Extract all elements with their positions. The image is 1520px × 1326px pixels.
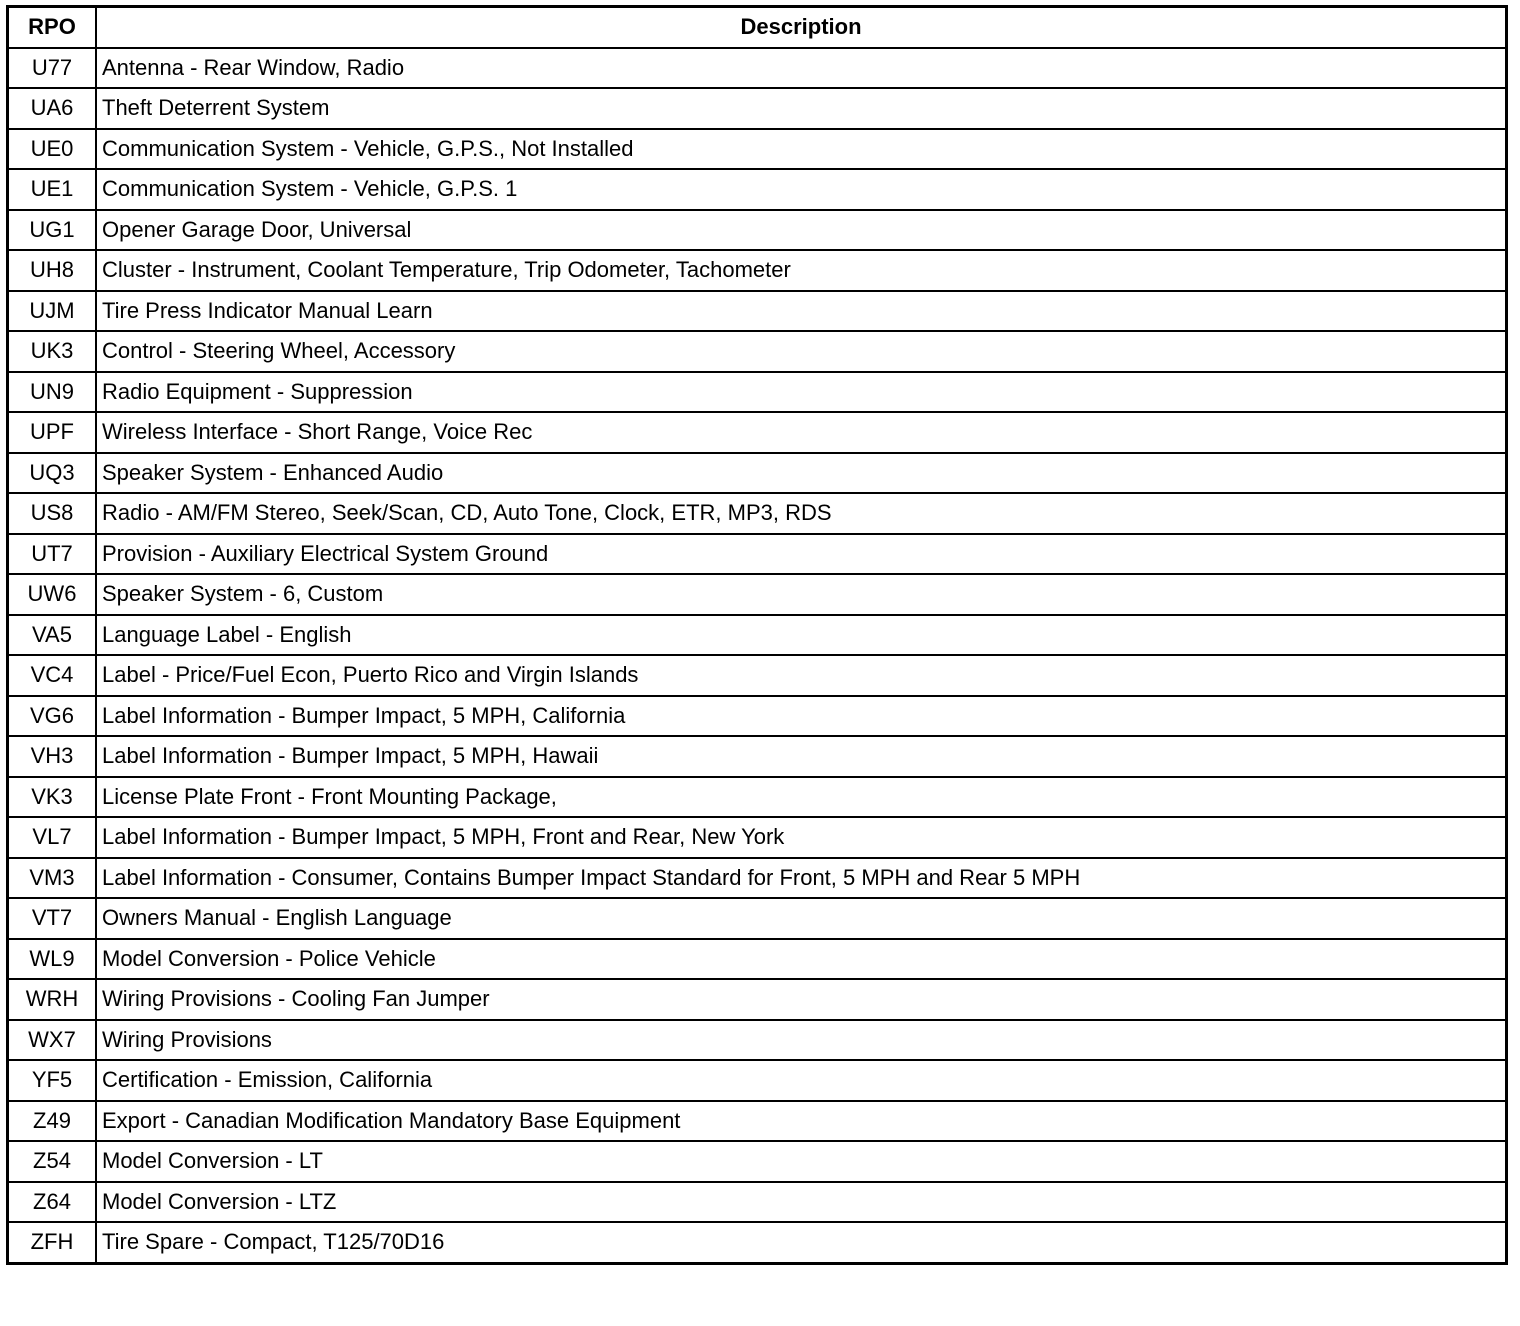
table-row	[8, 291, 1507, 332]
rpo-code: ZFH	[8, 1222, 97, 1263]
rpo-description: Speaker System - Enhanced Audio	[96, 453, 1507, 494]
table-row	[8, 250, 1507, 291]
rpo-code: UH8	[8, 250, 97, 291]
rpo-code: UT7	[8, 534, 97, 575]
rpo-description: Label Information - Bumper Impact, 5 MPH, California	[96, 696, 1507, 737]
table-row	[8, 696, 1507, 737]
rpo-description: Tire Spare - Compact, T125/70D16	[96, 1222, 1507, 1263]
rpo-code: U77	[8, 48, 97, 89]
table-row	[8, 898, 1507, 939]
rpo-description: Communication System - Vehicle, G.P.S., Not Installed	[96, 129, 1507, 170]
rpo-description: Provision - Auxiliary Electrical System Ground	[96, 534, 1507, 575]
table-row	[8, 655, 1507, 696]
rpo-description: Label Information - Bumper Impact, 5 MPH, Hawaii	[96, 736, 1507, 777]
table-row	[8, 169, 1507, 210]
rpo-code: UE0	[8, 129, 97, 170]
rpo-code: VH3	[8, 736, 97, 777]
rpo-code: VM3	[8, 858, 97, 899]
rpo-description: Speaker System - 6, Custom	[96, 574, 1507, 615]
rpo-description: Theft Deterrent System	[96, 88, 1507, 129]
rpo-description: Radio - AM/FM Stereo, Seek/Scan, CD, Auto Tone, Clock, ETR, MP3, RDS	[96, 493, 1507, 534]
rpo-description: Language Label - English	[96, 615, 1507, 656]
rpo-code: UJM	[8, 291, 97, 332]
table-row	[8, 1060, 1507, 1101]
rpo-description: Radio Equipment - Suppression	[96, 372, 1507, 413]
table-row	[8, 88, 1507, 129]
header-description: Description	[96, 7, 1507, 48]
rpo-code: WRH	[8, 979, 97, 1020]
rpo-description: Wiring Provisions - Cooling Fan Jumper	[96, 979, 1507, 1020]
table-row	[8, 210, 1507, 251]
rpo-code: VL7	[8, 817, 97, 858]
table-row	[8, 412, 1507, 453]
rpo-description: License Plate Front - Front Mounting Package,	[96, 777, 1507, 818]
rpo-code: UA6	[8, 88, 97, 129]
table-row	[8, 615, 1507, 656]
rpo-code: VG6	[8, 696, 97, 737]
rpo-code: US8	[8, 493, 97, 534]
rpo-description: Model Conversion - LT	[96, 1141, 1507, 1182]
table-row	[8, 372, 1507, 413]
rpo-description: Opener Garage Door, Universal	[96, 210, 1507, 251]
rpo-code: UN9	[8, 372, 97, 413]
table-row	[8, 817, 1507, 858]
table-row	[8, 534, 1507, 575]
rpo-code: VT7	[8, 898, 97, 939]
table-row	[8, 736, 1507, 777]
table-row	[8, 1101, 1507, 1142]
table-row	[8, 939, 1507, 980]
rpo-description: Communication System - Vehicle, G.P.S. 1	[96, 169, 1507, 210]
rpo-code: UK3	[8, 331, 97, 372]
rpo-code: Z64	[8, 1182, 97, 1223]
table-row	[8, 777, 1507, 818]
table-row	[8, 1020, 1507, 1061]
rpo-description: Wireless Interface - Short Range, Voice Rec	[96, 412, 1507, 453]
rpo-description: Wiring Provisions	[96, 1020, 1507, 1061]
table-row	[8, 1182, 1507, 1223]
rpo-description: Tire Press Indicator Manual Learn	[96, 291, 1507, 332]
rpo-description: Cluster - Instrument, Coolant Temperature, Trip Odometer, Tachometer	[96, 250, 1507, 291]
table-row	[8, 129, 1507, 170]
rpo-code: VA5	[8, 615, 97, 656]
rpo-description: Label Information - Consumer, Contains Bumper Impact Standard for Front, 5 MPH and Rear 5 MPH	[96, 858, 1507, 899]
rpo-code: Z49	[8, 1101, 97, 1142]
rpo-description: Owners Manual - English Language	[96, 898, 1507, 939]
rpo-code: VK3	[8, 777, 97, 818]
rpo-code: WL9	[8, 939, 97, 980]
table-row	[8, 493, 1507, 534]
rpo-table	[6, 5, 1508, 1265]
table-row	[8, 574, 1507, 615]
rpo-code: UE1	[8, 169, 97, 210]
rpo-code: VC4	[8, 655, 97, 696]
rpo-code: UPF	[8, 412, 97, 453]
rpo-description: Label Information - Bumper Impact, 5 MPH, Front and Rear, New York	[96, 817, 1507, 858]
rpo-code: UQ3	[8, 453, 97, 494]
rpo-code: UW6	[8, 574, 97, 615]
table-row	[8, 858, 1507, 899]
rpo-description: Label - Price/Fuel Econ, Puerto Rico and Virgin Islands	[96, 655, 1507, 696]
rpo-description: Export - Canadian Modification Mandatory Base Equipment	[96, 1101, 1507, 1142]
rpo-description: Antenna - Rear Window, Radio	[96, 48, 1507, 89]
table-row	[8, 1141, 1507, 1182]
rpo-code: Z54	[8, 1141, 97, 1182]
rpo-code: YF5	[8, 1060, 97, 1101]
rpo-code: UG1	[8, 210, 97, 251]
table-row	[8, 1222, 1507, 1263]
rpo-code: WX7	[8, 1020, 97, 1061]
header-rpo: RPO	[8, 7, 97, 48]
table-row	[8, 453, 1507, 494]
rpo-description: Control - Steering Wheel, Accessory	[96, 331, 1507, 372]
table-header-row	[8, 7, 1507, 48]
table-row	[8, 48, 1507, 89]
table-row	[8, 979, 1507, 1020]
rpo-description: Certification - Emission, California	[96, 1060, 1507, 1101]
rpo-description: Model Conversion - Police Vehicle	[96, 939, 1507, 980]
table-row	[8, 331, 1507, 372]
rpo-description: Model Conversion - LTZ	[96, 1182, 1507, 1223]
